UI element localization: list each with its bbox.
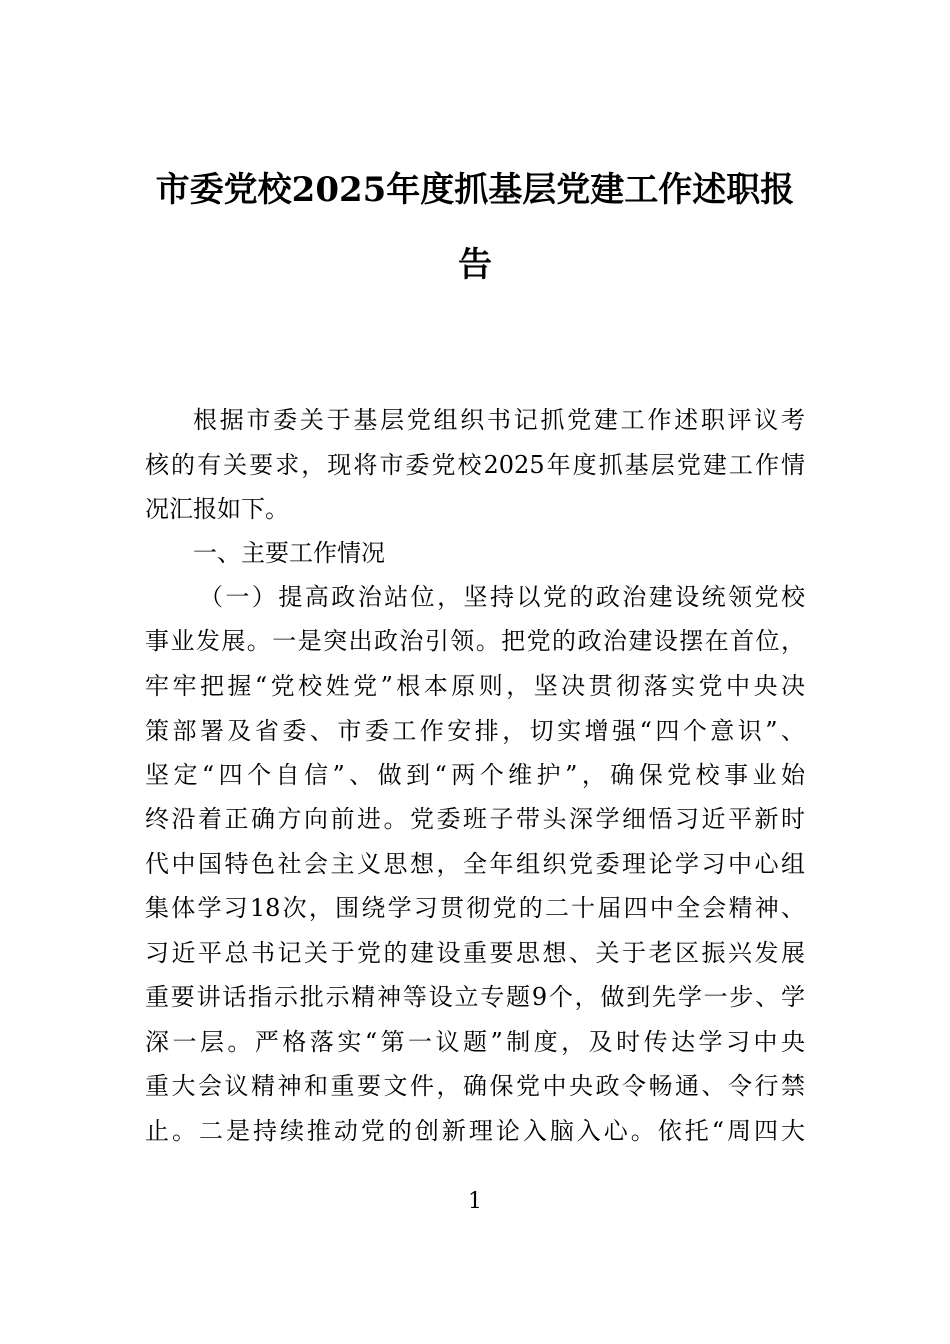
page-number: 1: [468, 1189, 482, 1214]
document-title-line-1: 市委党校2025年度抓基层党建工作述职报: [155, 170, 795, 210]
body-line: 重要讲话指示批示精神等设立专题9个，做到先学一步、学: [145, 983, 805, 1011]
intro-line: 根据市委关于基层党组织书记抓党建工作述职评议考: [193, 406, 805, 434]
body-line: 事业发展。一是突出政治引领。把党的政治建设摆在首位，: [145, 627, 805, 655]
body-line: 习近平总书记关于党的建设重要思想、关于老区振兴发展: [145, 939, 805, 967]
body-line: 重大会议精神和重要文件，确保党中央政令畅通、令行禁: [145, 1072, 805, 1100]
body-line: 深一层。严格落实“第一议题”制度，及时传达学习中央: [145, 1028, 805, 1056]
section-heading: 一、主要工作情况: [193, 539, 385, 567]
body-line: 集体学习18次，围绕学习贯彻党的二十届四中全会精神、: [145, 894, 805, 922]
body-line: 策部署及省委、市委工作安排，切实增强“四个意识”、: [145, 717, 805, 745]
body-line: （一）提高政治站位，坚持以党的政治建设统领党校: [199, 583, 805, 611]
body-line: 止。二是持续推动党的创新理论入脑入心。依托“周四大: [145, 1117, 805, 1145]
body-line: 终沿着正确方向前进。党委班子带头深学细悟习近平新时: [145, 805, 805, 833]
document-title-line-2: 告: [458, 245, 492, 285]
intro-line: 核的有关要求，现将市委党校2025年度抓基层党建工作情: [145, 451, 805, 479]
body-line: 坚定“四个自信”、做到“两个维护”，确保党校事业始: [145, 761, 805, 789]
body-line: 代中国特色社会主义思想，全年组织党委理论学习中心组: [145, 850, 805, 878]
intro-line: 况汇报如下。: [145, 495, 289, 523]
body-line: 牢牢把握“党校姓党”根本原则，坚决贯彻落实党中央决: [145, 672, 805, 700]
